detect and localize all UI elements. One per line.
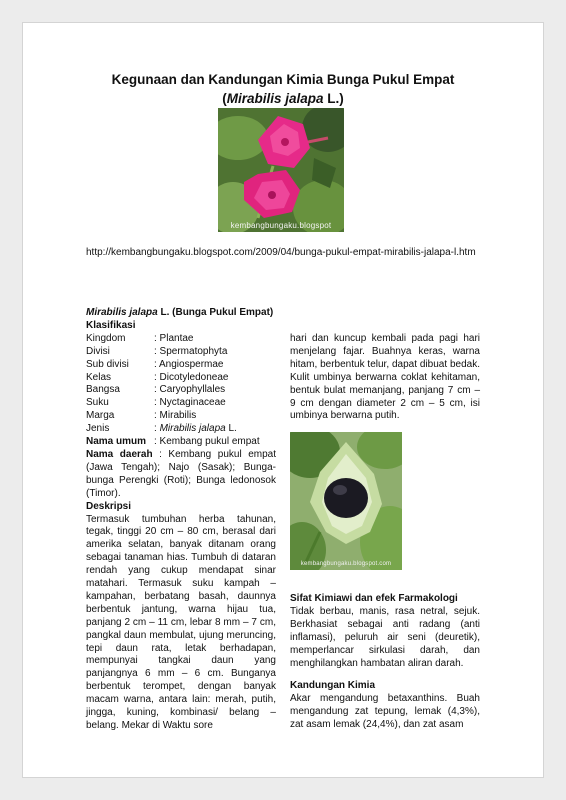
taxonomy-value: : Caryophyllales xyxy=(154,384,226,396)
taxonomy-key: Marga xyxy=(86,410,115,422)
species-heading xyxy=(86,307,276,320)
document-title xyxy=(0,70,566,108)
nama-daerah-key: Nama daerah xyxy=(86,448,153,460)
right-column-sections xyxy=(290,593,480,732)
nama-umum-value: : Kembang pukul empat xyxy=(154,436,260,448)
fruit-photo xyxy=(290,432,402,570)
flower-photo xyxy=(218,108,344,232)
taxonomy-row xyxy=(86,384,276,397)
flower-illustration xyxy=(218,108,344,232)
title-latin-name: Mirabilis jalapa xyxy=(226,91,324,106)
taxonomy-value: : Nyctaginaceae xyxy=(154,397,226,409)
sifat-paragraph: Tidak berbau, manis, rasa netral, sejuk. Berkhasiat sebagai anti radang (anti inflamasi), peluruh air seni (deuretik), memperlancar sirkulasi darah, dan menghilangkan hambatan aliran darah. xyxy=(290,605,480,669)
nama-umum-key: Nama umum xyxy=(86,436,147,448)
taxonomy-row xyxy=(86,372,276,385)
deskripsi-heading: Deskripsi xyxy=(86,500,132,512)
jenis-prefix: : xyxy=(154,423,160,435)
taxonomy-row xyxy=(86,346,276,359)
taxonomy-key: Sub divisi xyxy=(86,358,129,370)
fruit-photo-watermark: kembangbungaku.blogspot.com xyxy=(300,561,392,567)
taxonomy-row xyxy=(86,359,276,372)
nama-umum-row xyxy=(86,436,276,449)
taxonomy-value: : Spermatophyta xyxy=(154,345,228,357)
taxonomy-key: Divisi xyxy=(86,345,110,357)
taxonomy-key: Kingdom xyxy=(86,332,126,344)
taxonomy-key: Suku xyxy=(86,397,109,409)
title-latin-suffix: L.) xyxy=(323,91,344,106)
taxonomy-value: : Plantae xyxy=(154,332,194,344)
nama-daerah-paragraph xyxy=(86,449,276,501)
source-url: http://kembangbungaku.blogspot.com/2009/04/bunga-pukul-empat-mirabilis-jalapa-l.htm xyxy=(86,247,476,258)
deskripsi-paragraph: Termasuk tumbuhan herba tahunan, tegak, tinggi 20 cm – 80 cm, berasal dari amerika selatan, banyak ditanam orang sebagai tanaman hias. Tumbuh di dataran rendah yang cukup mendapat sinar matahari. Termasuk suku kampah – kampahan, berbatang basah, daunnya berbentuk jantung, warna hijau tua, panjang 2 cm – 11 cm, lebar 8 mm – 7 cm, pangkal daun membulat, ujung meruncing, tepi daun rata, letak berhadapan, mempunyai tangkai daun yang panjangnya 6 mm – 6 cm. Bunganya berbentuk terompet, dengan banyak macam warna, antara lain: merah, putih, jingga, kuning, kombinasi/ belang – belang. Mekar di Waktu sore xyxy=(86,513,276,731)
title-paren-open: ( xyxy=(222,91,227,106)
jenis-suffix: L. xyxy=(225,423,237,435)
jenis-latin: Mirabilis jalapa xyxy=(159,423,226,435)
taxonomy-key: Kelas xyxy=(86,371,112,383)
kandungan-heading: Kandungan Kimia xyxy=(290,680,376,692)
taxonomy-row xyxy=(86,410,276,423)
species-heading-latin: Mirabilis jalapa xyxy=(86,307,158,318)
taxonomy-value: : Angiospermae xyxy=(154,358,224,370)
taxonomy-row-jenis xyxy=(86,423,276,436)
flower-photo-watermark: kembangbungaku.blogspot xyxy=(230,221,332,230)
right-column-continued-text: hari dan kuncup kembali pada pagi hari menjelang fajar. Buahnya keras, warna hitam, berbentuk telur, dapat dibuat bedak. Kulit umbinya berwarna coklat kehitaman, bentuk bulat memanjang, panjang 7 cm – 9 cm dengan diameter 2 cm – 5 cm, isi umbinya berwarna putih. xyxy=(290,333,480,422)
left-column xyxy=(86,307,276,733)
section-gap xyxy=(290,670,480,680)
taxonomy-value: : Mirabilis xyxy=(154,410,197,422)
taxonomy-key: Bangsa xyxy=(86,384,120,396)
taxonomy-value xyxy=(154,423,276,436)
kandungan-paragraph: Akar mengandung betaxanthins. Buah mengandung zat tepung, lemak (4,3%), zat asam lemak (24,4%), dan zat asam xyxy=(290,693,480,731)
title-line-1: Kegunaan dan Kandungan Kimia Bunga Pukul Empat xyxy=(111,72,455,87)
species-heading-rest: L. (Bunga Pukul Empat) xyxy=(157,307,274,318)
title-line-2 xyxy=(0,89,566,108)
taxonomy-row xyxy=(86,333,276,346)
klasifikasi-heading: Klasifikasi xyxy=(86,319,136,331)
nama-daerah-value: : Kembang pukul empat (Jawa Tengah); Najo (Sasak); Bunga-bunga Perengki (Roti); Bunga ledonosok (Timor). xyxy=(86,448,277,499)
fruit-illustration xyxy=(290,432,402,570)
taxonomy-row xyxy=(86,397,276,410)
taxonomy-key: Jenis xyxy=(86,423,110,435)
taxonomy-value: : Dicotyledoneae xyxy=(154,371,229,383)
sifat-heading: Sifat Kimiawi dan efek Farmakologi xyxy=(290,593,458,604)
